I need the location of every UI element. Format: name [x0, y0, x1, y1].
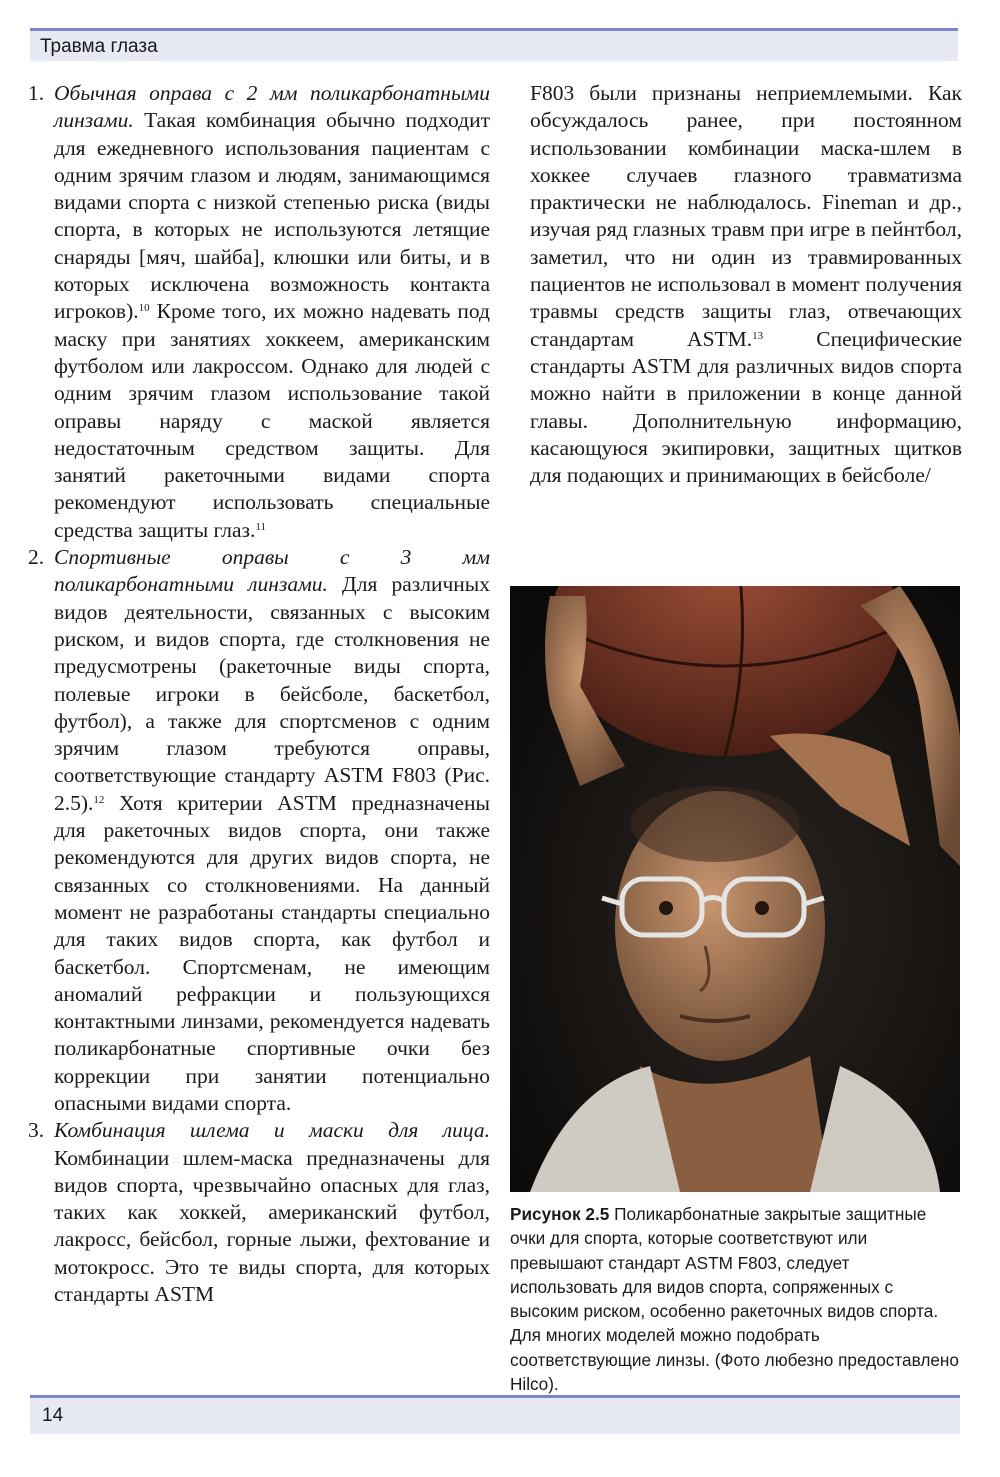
item-text	[54, 544, 490, 1117]
figure-label: Рисунок 2.5	[510, 1204, 610, 1224]
figure-photo	[510, 586, 960, 1192]
reference-superscript: 12	[93, 793, 105, 806]
item-text	[54, 80, 490, 544]
item-lead: Спортивные оправы с 3 мм поликарбонатными линзами.	[54, 545, 490, 597]
paragraph-text: Специфические стандарты ASTM для различных видов спорта можно найти в приложении в конце данной главы. Дополнительную информацию, касающуюся экипировки, защитных щитков для подающих и принимающих в бейсболе/	[530, 326, 962, 488]
item-text	[54, 1117, 490, 1308]
reference-superscript: 10	[138, 302, 150, 315]
item-number: 3.	[28, 1118, 45, 1143]
page-number: 14	[42, 1405, 64, 1426]
item-body: Комбинации шлем-маска предназначены для видов спорта, чрезвычайно опасных для глаз, таких как хоккей, американский футбол, лакросс, бейсбол, горные лыжи, фехтование и мотокросс. Это те виды спорта, для которых стандарты ASTM	[54, 1145, 490, 1307]
reference-superscript: 11	[255, 520, 266, 533]
list-item	[28, 1117, 490, 1308]
list-item	[28, 544, 490, 1117]
item-number: 1.	[28, 81, 45, 105]
paragraph-text: F803 были признаны неприемлемыми. Как обсуждалось ранее, при постоянном использовании комбинации маска-шлем в хоккее случаев глазного травматизма практически не наблюдалось. Fineman и др., изучая ряд глазных травм при игре в пейнтбол, заметил, что ни один из травмированных пациентов не использовал в момент получения травмы средств защиты глаз, отвечающих стандартам ASTM.	[530, 81, 962, 351]
item-body: Хотя критерии ASTM предназначены для ракеточных видов спорта, они также рекомендуются для других видов спорта, не связанных со столкновениями. На данный момент не разработаны стандарты специально для таких видов спорта, как футбол и баскетбол. Спортсменам, не имеющим аномалий рефракции и пользующихся контактными линзами, рекомендуется надевать поликарбонатные спортивные очки без коррекции при занятии потенциально опасными видами спорта.	[54, 790, 490, 1115]
item-body: Такая комбинация обычно подходит для ежедневного использования пациентам с одним зрячим глазом и людям, занимающимся видами спорта с низкой степенью риска (виды спорта, в которых не используются летящие снаряды [мяч, шайба], клюшки или биты, и в которых исключена возможность контакта игроков).	[54, 108, 490, 324]
item-body: Кроме того, их можно надевать под маску при занятиях хоккеем, американским футболом или лакроссом. Однако для людей с одним зрячим глазом использование такой оправы наряду с маской является недостаточным средством защиты. Для занятий ракеточными видами спорта рекомендуют использовать специальные средства защиты глаз.	[54, 299, 490, 542]
item-lead: Обычная оправа с 2 мм поликарбонатными линзами.	[54, 81, 490, 133]
list-item	[28, 80, 490, 544]
running-header	[30, 28, 958, 61]
item-number: 2.	[28, 545, 45, 570]
left-column	[28, 80, 490, 1308]
item-body: Для различных видов деятельности, связанных с высоким риском, и видов спорта, где столкновения не предусмотрены (ракеточные виды спорта, полевые игроки в бейсболе, баскетбол, футбол), а также для спортсменов с одним зрячим глазом требуются оправы, соответствующие стандарту ASTM F803 (Рис. 2.5).	[54, 572, 490, 815]
right-column	[530, 80, 962, 489]
paragraph	[530, 80, 962, 489]
basketball-player-illustration	[510, 586, 960, 1192]
caption-text: Поликарбонатные закрытые защитные очки для спорта, которые соответствуют или превышают стандарт ASTM F803, следует использовать для видов спорта, сопряженных с высоким риском, особенно ракеточных видов спорта. Для многих моделей можно подобрать соответствующие линзы. (Фото любезно предоставлено Hilco).	[510, 1204, 959, 1395]
item-lead: Комбинация шлема и маски для лица.	[54, 1118, 490, 1143]
running-footer	[30, 1395, 960, 1434]
figure-caption	[510, 1202, 962, 1396]
reference-superscript: 13	[752, 329, 764, 342]
chapter-title: Травма глаза	[40, 36, 158, 57]
